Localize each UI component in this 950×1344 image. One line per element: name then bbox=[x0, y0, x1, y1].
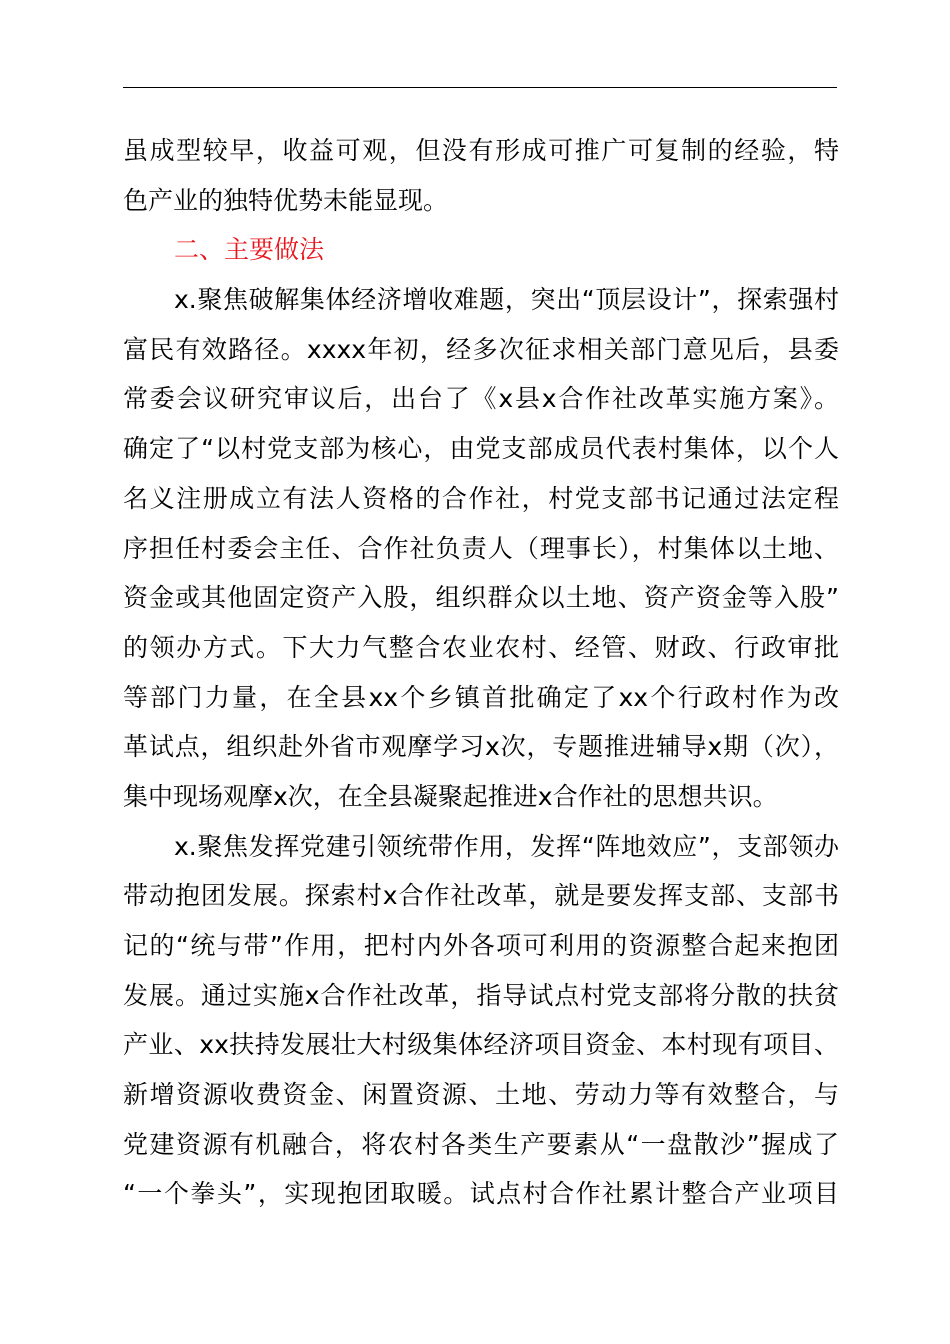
paragraph-line: 序担任村委会主任、合作社负责人（理事长），村集体以土地、 bbox=[123, 533, 839, 563]
paragraph-line: 记的“统与带”作用，把村内外各项可利用的资源整合起来抱团 bbox=[123, 931, 839, 960]
paragraph-line: 革试点，组织赴外省市观摩学习x次，专题推进辅导x期（次）， bbox=[123, 732, 839, 762]
paragraph-line: 党建资源有机融合，将农村各类生产要素从“一盘散沙”握成了 bbox=[123, 1129, 839, 1159]
paragraph-line: “一个拳头”，实现抱团取暖。试点村合作社累计整合产业项目 bbox=[123, 1179, 839, 1209]
paragraph-line: x.聚焦破解集体经济增收难题，突出“顶层设计”，探索强村 bbox=[174, 285, 839, 315]
paragraph-line: 的领办方式。下大力气整合农业农村、经管、财政、行政审批 bbox=[123, 632, 839, 662]
paragraph-line: 常委会议研究审议后，出台了《x县x合作社改革实施方案》。 bbox=[123, 384, 839, 414]
paragraph-line: 名义注册成立有法人资格的合作社，村党支部书记通过法定程 bbox=[123, 483, 839, 513]
paragraph-line: 虽成型较早，收益可观，但没有形成可推广可复制的经验，特 bbox=[123, 136, 839, 165]
paragraph-line: 确定了“以村党支部为核心，由党支部成员代表村集体，以个人 bbox=[123, 434, 839, 464]
section-heading: 二、主要做法 bbox=[174, 235, 325, 265]
paragraph-line: 富民有效路径。xxxx年初，经多次征求相关部门意见后，县委 bbox=[123, 334, 839, 364]
paragraph-line: 集中现场观摩x次，在全县凝聚起推进x合作社的思想共识。 bbox=[123, 781, 778, 811]
paragraph-line: 发展。通过实施x合作社改革，指导试点村党支部将分散的扶贫 bbox=[123, 980, 839, 1010]
paragraph-line: 新增资源收费资金、闲置资源、土地、劳动力等有效整合，与 bbox=[123, 1080, 839, 1110]
paragraph-line: 资金或其他固定资产入股，组织群众以土地、资产资金等入股” bbox=[123, 583, 839, 613]
document-body bbox=[123, 126, 839, 1219]
paragraph-line: 带动抱团发展。探索村x合作社改革，就是要发挥支部、支部书 bbox=[123, 881, 839, 911]
paragraph-line: 产业、xx扶持发展壮大村级集体经济项目资金、本村现有项目、 bbox=[123, 1030, 839, 1060]
header-rule bbox=[123, 87, 837, 88]
paragraph-line: 等部门力量，在全县xx个乡镇首批确定了xx个行政村作为改 bbox=[123, 682, 839, 712]
paragraph-line: x.聚焦发挥党建引领统带作用，发挥“阵地效应”，支部领办 bbox=[174, 831, 839, 861]
paragraph-line: 色产业的独特优势未能显现。 bbox=[123, 185, 449, 215]
